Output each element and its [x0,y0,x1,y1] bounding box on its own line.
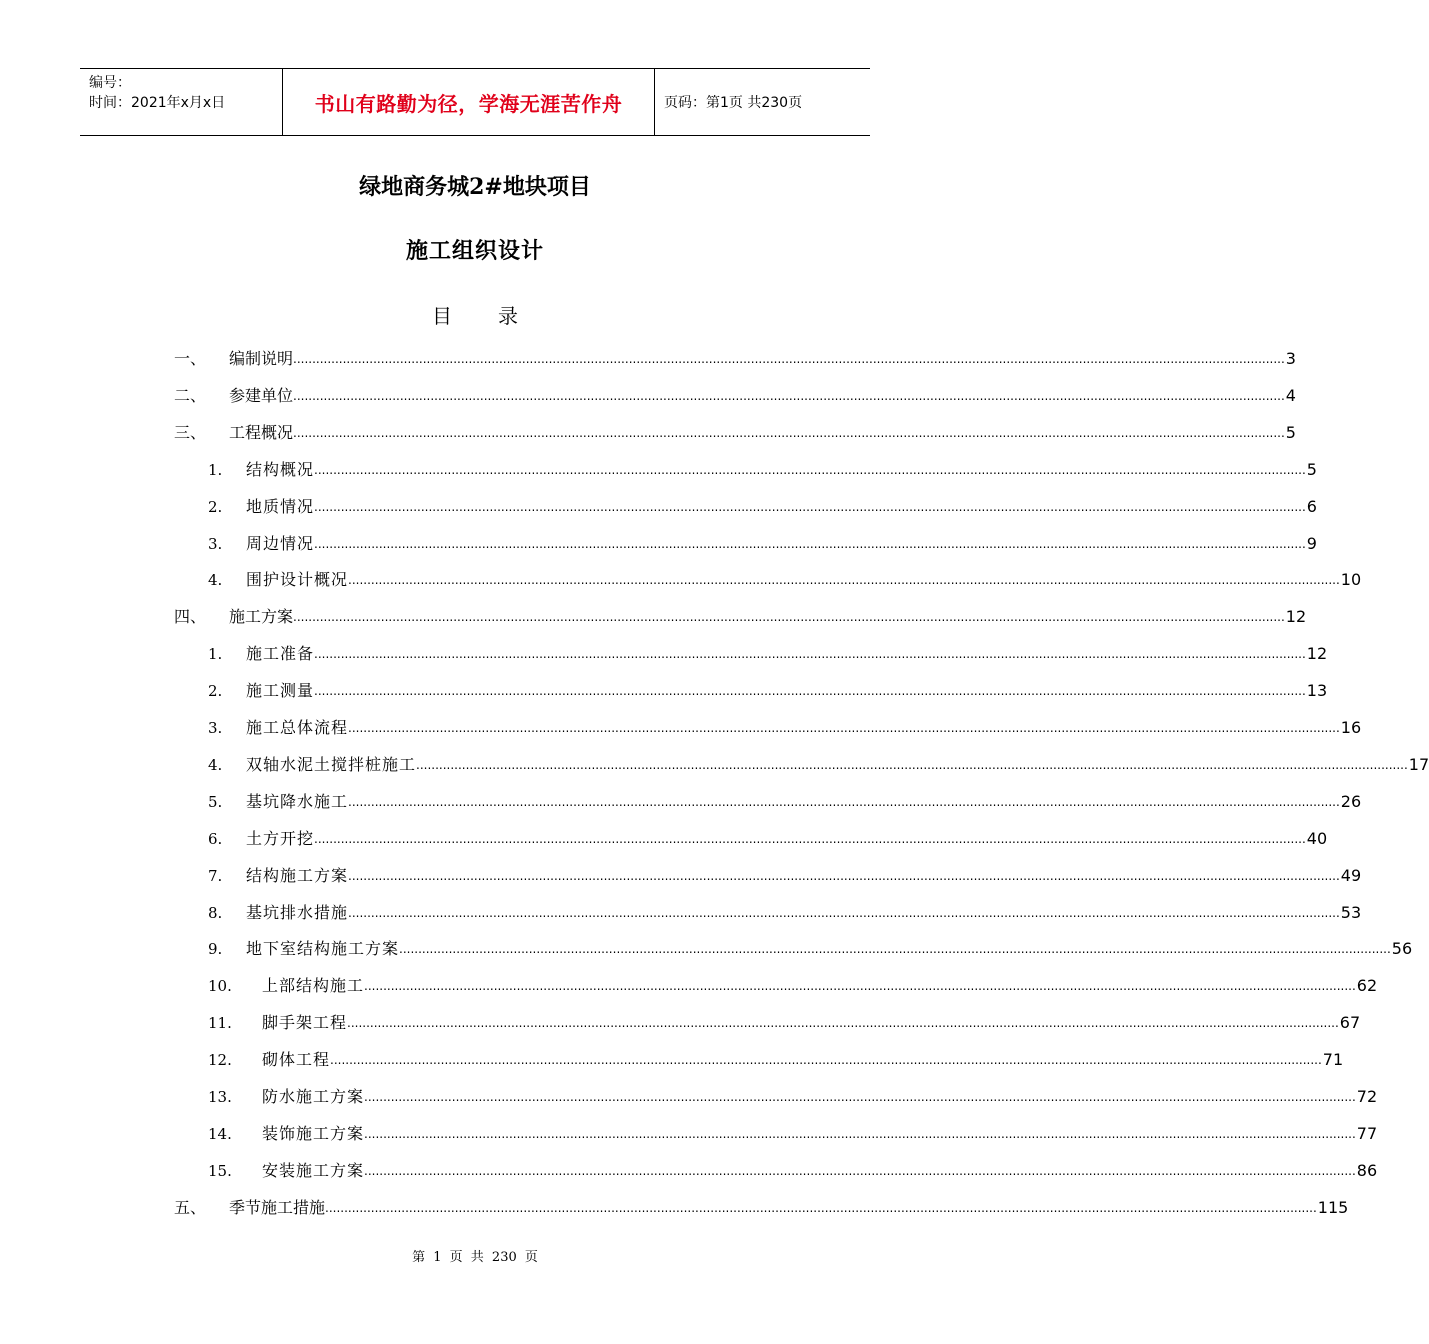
toc-entry[interactable] [0,934,1413,964]
toc-heading-char-1: 目 [432,304,452,328]
toc-entry-line [246,934,1413,964]
toc-entry-line [262,1082,1378,1112]
toc-entry-number: 1. [208,645,223,664]
toc-entry-line [246,898,1362,928]
toc-leader-dots: .................................................................................................................................................................................................................................................................... [314,684,1306,699]
toc-entry-line [229,344,1296,374]
toc-entry-page: 53 [1340,902,1362,922]
toc-entry-line [262,1008,1361,1038]
toc-entry-page: 12 [1306,644,1328,664]
toc-entry-title: 装饰施工方案 [262,1123,365,1143]
toc-entry-title: 工程概况 [229,422,294,442]
header-meta [80,69,282,135]
toc-entry[interactable] [0,418,1296,448]
toc-entry-number: 7. [208,866,223,885]
toc-leader-dots: .................................................................................................................................................................................................................................................................... [330,1053,1322,1068]
toc-entry-title: 施工方案 [229,607,294,627]
toc-entry[interactable] [0,861,1362,891]
toc-entry-page: 12 [1285,607,1307,627]
toc-entry-line [246,492,1317,522]
toc-entry-line [246,565,1362,595]
toc-leader-dots: .................................................................................................................................................................................................................................................................... [416,757,1408,772]
toc-entry-line [262,971,1378,1001]
toc-entry-line [246,455,1317,485]
toc-entry-title: 上部结构施工 [262,976,365,996]
document-title: 绿地商务城2#地块项目 [359,174,591,200]
toc-entry-title: 参建单位 [229,385,294,405]
toc-leader-dots: .................................................................................................................................................................................................................................................................... [314,462,1306,477]
toc-leader-dots: .................................................................................................................................................................................................................................................................... [348,794,1340,809]
toc-entry-title: 结构概况 [246,459,315,479]
toc-heading [0,300,950,329]
toc-entry[interactable] [0,1156,1378,1186]
toc-entry[interactable] [0,1082,1378,1112]
toc-leader-dots: .................................................................................................................................................................................................................................................................... [325,1200,1317,1215]
toc-entry-title: 土方开挖 [246,828,315,848]
toc-entry[interactable] [0,639,1328,669]
toc-entry-title: 施工总体流程 [246,718,349,737]
toc-entry-page: 16 [1340,718,1362,737]
toc-entry-page: 13 [1306,681,1328,701]
toc-entry-line [246,824,1328,854]
toc-entry-number: 1. [208,460,223,479]
toc-entry-line [246,787,1362,817]
toc-entry[interactable] [0,787,1362,817]
toc-entry-line [262,1119,1378,1149]
toc-leader-dots: .................................................................................................................................................................................................................................................................... [348,905,1340,920]
toc-entry-number: 4. [208,755,223,774]
toc-leader-dots: .................................................................................................................................................................................................................................................................... [314,536,1306,551]
toc-entry-title: 脚手架工程 [262,1013,348,1033]
toc-entry-title: 安装施工方案 [262,1160,365,1180]
toc-entry-number: 8. [208,903,223,922]
toc-entry-page: 77 [1356,1123,1378,1143]
toc-entry-title: 施工准备 [246,644,315,664]
toc-entry-page: 17 [1408,754,1429,774]
toc-entry-page: 10 [1340,570,1362,590]
toc-entry-line [246,713,1362,743]
toc-entry-line [246,529,1317,559]
toc-entry-number: 5. [208,792,223,811]
toc-entry-line [229,381,1296,411]
toc-entry-line [246,676,1328,706]
toc-entry[interactable] [0,676,1328,706]
toc-entry[interactable] [0,898,1362,928]
toc-leader-dots: .................................................................................................................................................................................................................................................................... [364,1126,1356,1141]
toc-entry-line [229,1193,1349,1223]
toc-leader-dots: .................................................................................................................................................................................................................................................................... [364,1163,1356,1178]
toc-entry-page: 40 [1306,828,1328,848]
toc-entry-number: 3. [208,534,223,553]
toc-entry-page: 86 [1356,1160,1378,1180]
toc-leader-dots: .................................................................................................................................................................................................................................................................... [293,388,1285,403]
toc-leader-dots: .................................................................................................................................................................................................................................................................... [293,425,1285,440]
toc-entry-page: 115 [1317,1197,1349,1217]
toc-entry[interactable] [0,344,1296,374]
toc-entry-page: 71 [1322,1050,1344,1070]
toc-entry-number: 15. [208,1161,232,1180]
toc-entry-page: 3 [1285,349,1296,368]
toc-entry[interactable] [0,492,1317,522]
toc-entry-line [246,750,1429,780]
toc-heading-char-2: 录 [498,304,518,328]
toc-entry-title: 基坑排水措施 [246,902,349,922]
toc-entry-line [262,1156,1378,1186]
motto: 书山有路勤为径，学海无涯苦作舟 [282,69,655,135]
toc-entry-number: 11. [208,1014,232,1033]
toc-entry[interactable] [0,602,1307,632]
toc-entry-number: 13. [208,1088,232,1106]
header-table [80,68,870,136]
toc-leader-dots: .................................................................................................................................................................................................................................................................... [348,868,1340,883]
toc-entry-number: 二、 [174,385,207,405]
toc-entry-title: 编制说明 [229,349,294,368]
toc-entry[interactable] [0,713,1362,743]
toc-entry-number: 4. [208,571,223,590]
toc-entry-page: 72 [1356,1087,1378,1106]
date-label: 时间：2021年x月x日 [89,95,226,111]
toc-entry-page: 26 [1340,791,1362,811]
toc-entry-page: 5 [1285,422,1296,442]
toc-entry[interactable] [0,750,1429,780]
toc-leader-dots: .................................................................................................................................................................................................................................................................... [364,979,1356,994]
toc-entry-number: 一、 [174,349,207,368]
toc-entry[interactable] [0,529,1317,559]
toc-entry-page: 4 [1285,385,1296,405]
page-info: 页码：第1页 共230页 [664,95,803,111]
toc-entry-page: 62 [1356,976,1378,996]
toc-leader-dots: .................................................................................................................................................................................................................................................................... [399,942,1391,957]
toc-entry-page: 67 [1339,1013,1361,1033]
page-footer: 第 1 页 共 230 页 [412,1250,538,1265]
toc-entry[interactable] [0,455,1317,485]
toc-entry-page: 56 [1391,939,1413,959]
number-label: 编号： [89,75,131,91]
toc-entry[interactable] [0,1119,1378,1149]
toc-entry-number: 6. [208,829,223,848]
toc-entry-line [229,418,1296,448]
toc-entry[interactable] [0,824,1328,854]
toc-entry-number: 10. [208,977,232,996]
toc-entry-title: 双轴水泥土搅拌桩施工 [246,754,417,774]
toc-entry-number: 四、 [174,607,207,627]
toc-entry-title: 基坑降水施工 [246,791,349,811]
toc-entry-title: 地下室结构施工方案 [246,939,400,959]
toc-leader-dots: .................................................................................................................................................................................................................................................................... [293,610,1285,625]
toc-leader-dots: .................................................................................................................................................................................................................................................................... [348,573,1340,588]
toc-entry-number: 2. [208,682,223,701]
toc-entry-title: 地质情况 [246,496,315,516]
toc-entry-number: 12. [208,1051,232,1070]
toc-leader-dots: .................................................................................................................................................................................................................................................................... [314,647,1306,662]
toc-leader-dots: .................................................................................................................................................................................................................................................................... [364,1090,1356,1104]
toc-entry-title: 周边情况 [246,533,315,553]
toc-entry-number: 2. [208,497,223,516]
toc-entry-title: 砌体工程 [262,1050,331,1070]
toc-entry[interactable] [0,971,1378,1001]
toc-entry[interactable] [0,381,1296,411]
toc-entry[interactable] [0,565,1362,595]
toc-entry-number: 五、 [174,1197,207,1217]
toc-entry-line [246,861,1362,891]
toc-entry-title: 施工测量 [246,681,315,701]
document-subtitle: 施工组织设计 [405,238,544,264]
toc-entry-number: 14. [208,1124,232,1143]
toc-leader-dots: .................................................................................................................................................................................................................................................................... [314,499,1306,514]
toc-entry-title: 结构施工方案 [246,865,349,885]
toc-leader-dots: .................................................................................................................................................................................................................................................................... [347,1016,1339,1031]
toc-entry[interactable] [0,1193,1349,1223]
toc-entry-page: 5 [1306,459,1317,479]
toc-entry-number: 9. [208,940,223,959]
toc-entry-title: 防水施工方案 [262,1087,365,1106]
toc-entry-line [229,602,1307,632]
toc-entry[interactable] [0,1045,1344,1075]
toc-entry-title: 季节施工措施 [229,1197,326,1217]
toc-leader-dots: .................................................................................................................................................................................................................................................................... [348,721,1340,735]
toc-entry-page: 6 [1306,496,1317,516]
toc-leader-dots: .................................................................................................................................................................................................................................................................... [314,831,1306,846]
toc-entry-page: 49 [1340,865,1362,885]
toc-entry-title: 围护设计概况 [246,570,349,590]
toc-entry-line [246,639,1328,669]
toc-entry-page: 9 [1306,533,1317,553]
toc-entry[interactable] [0,1008,1361,1038]
toc-entry-line [262,1045,1344,1075]
toc-entry-number: 三、 [174,422,207,442]
toc-entry-number: 3. [208,719,223,737]
toc-leader-dots: .................................................................................................................................................................................................................................................................... [293,352,1285,366]
